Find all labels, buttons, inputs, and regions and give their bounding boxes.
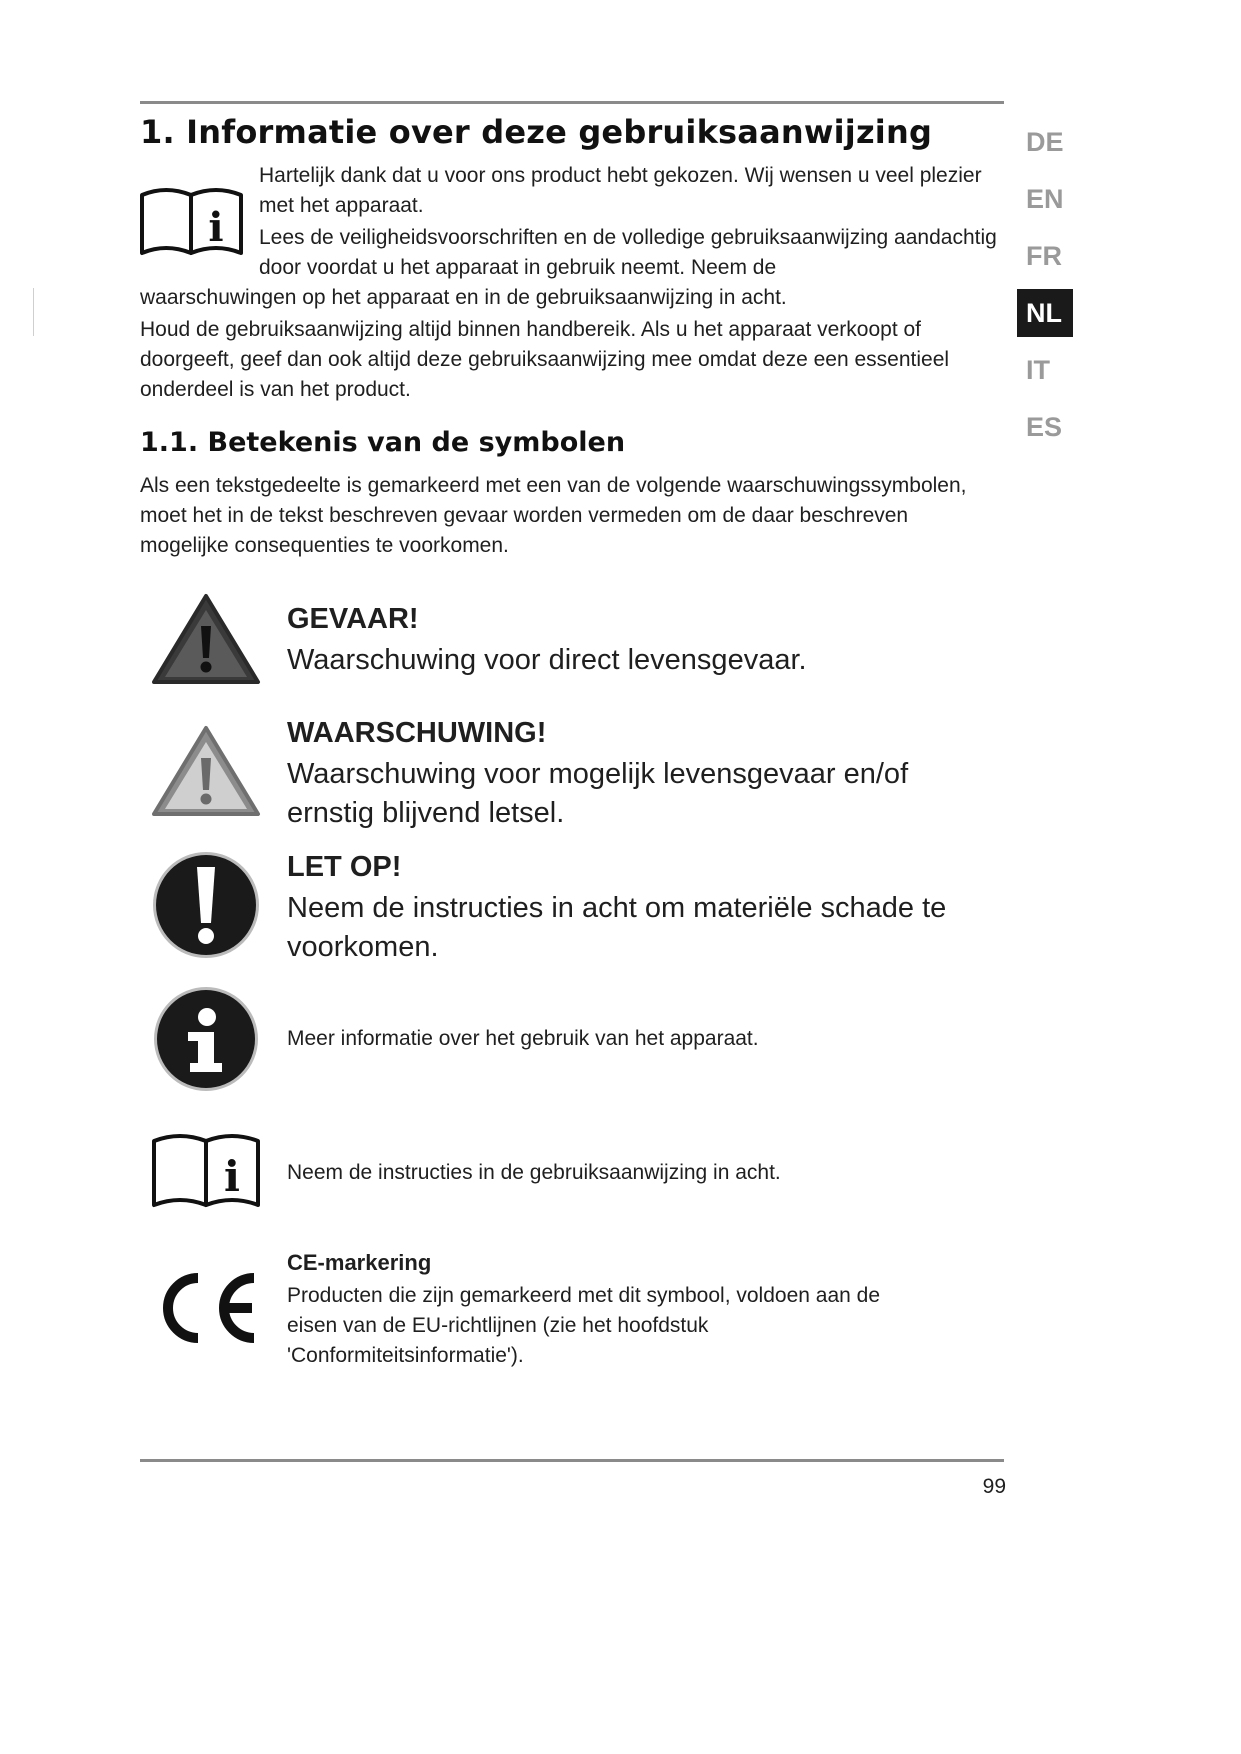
intro-read-instructions	[140, 223, 1002, 313]
lang-tab-it[interactable]: IT	[1026, 355, 1050, 385]
warning-title: WAARSCHUWING!	[287, 717, 547, 749]
lang-tab-en[interactable]: EN	[1026, 184, 1064, 214]
section-title: 1. Informatie over deze gebruiksaanwijzing	[140, 113, 933, 151]
info-circle-icon	[150, 983, 262, 1095]
manual-instructions-icon	[150, 1127, 262, 1217]
lang-tab-nl[interactable]: NL	[1017, 289, 1073, 337]
intro-read-instructions-b: waarschuwingen op het apparaat en in de gebruiksaanwijzing in acht.	[140, 286, 787, 309]
lang-tab-de[interactable]: DE	[1026, 127, 1064, 157]
danger-triangle-icon	[150, 590, 262, 702]
symbols-intro: Als een tekstgedeelte is gemarkeerd met een van de volgende waarschuwingssymbolen, moet het in de tekst beschreven gevaar worden vermeden om de daar beschreven mogelijke consequenties te voorkomen.	[140, 474, 967, 557]
margin-mark	[33, 288, 34, 336]
ce-mark-icon	[150, 1266, 262, 1350]
manual-text: Neem de instructies in de gebruiksaanwijzing in acht.	[287, 1161, 781, 1184]
danger-text: Waarschuwing voor direct levensgevaar.	[287, 644, 807, 676]
info-text: Meer informatie over het gebruik van het apparaat.	[287, 1027, 759, 1050]
svg-text:i: i	[208, 204, 224, 251]
lang-tab-es[interactable]: ES	[1026, 412, 1063, 442]
warning-triangle-icon	[150, 722, 262, 834]
bottom-rule	[140, 1459, 1004, 1462]
warning-text: Waarschuwing voor mogelijk levensgevaar en/of ernstig blijvend letsel.	[287, 758, 909, 829]
danger-title: GEVAAR!	[287, 603, 419, 635]
page-number: 99	[982, 1475, 1006, 1498]
caution-exclamation-icon	[150, 849, 262, 961]
language-tabs	[1017, 118, 1073, 460]
caution-title: LET OP!	[287, 851, 402, 883]
subsection-title: 1.1. Betekenis van de symbolen	[140, 427, 626, 458]
intro-keep-manual: Houd de gebruiksaanwijzing altijd binnen handbereik. Als u het apparaat verkoopt of doorgeeft, geef dan ook altijd deze gebruiksaanwijzing mee omdat deze een essentieel onderdeel is van het product.	[140, 318, 950, 401]
intro-read-instructions-a: Lees de veiligheidsvoorschriften en de volledige gebruiksaanwijzing aandachtig door voordat u het apparaat in gebruik neemt. Neem de	[259, 226, 997, 279]
svg-text:i: i	[224, 1152, 240, 1201]
caution-text: Neem de instructies in acht om materiële schade te voorkomen.	[287, 892, 947, 963]
lang-tab-fr[interactable]: FR	[1026, 241, 1062, 271]
ce-text: Producten die zijn gemarkeerd met dit symbool, voldoen aan de eisen van de EU-richtlijnen (zie het hoofdstuk 'Conformiteitsinformatie').	[287, 1284, 881, 1367]
intro-thanks: Hartelijk dank dat u voor ons product hebt gekozen. Wij wensen u veel plezier met het apparaat.	[259, 164, 982, 217]
ce-title: CE-markering	[287, 1250, 432, 1275]
